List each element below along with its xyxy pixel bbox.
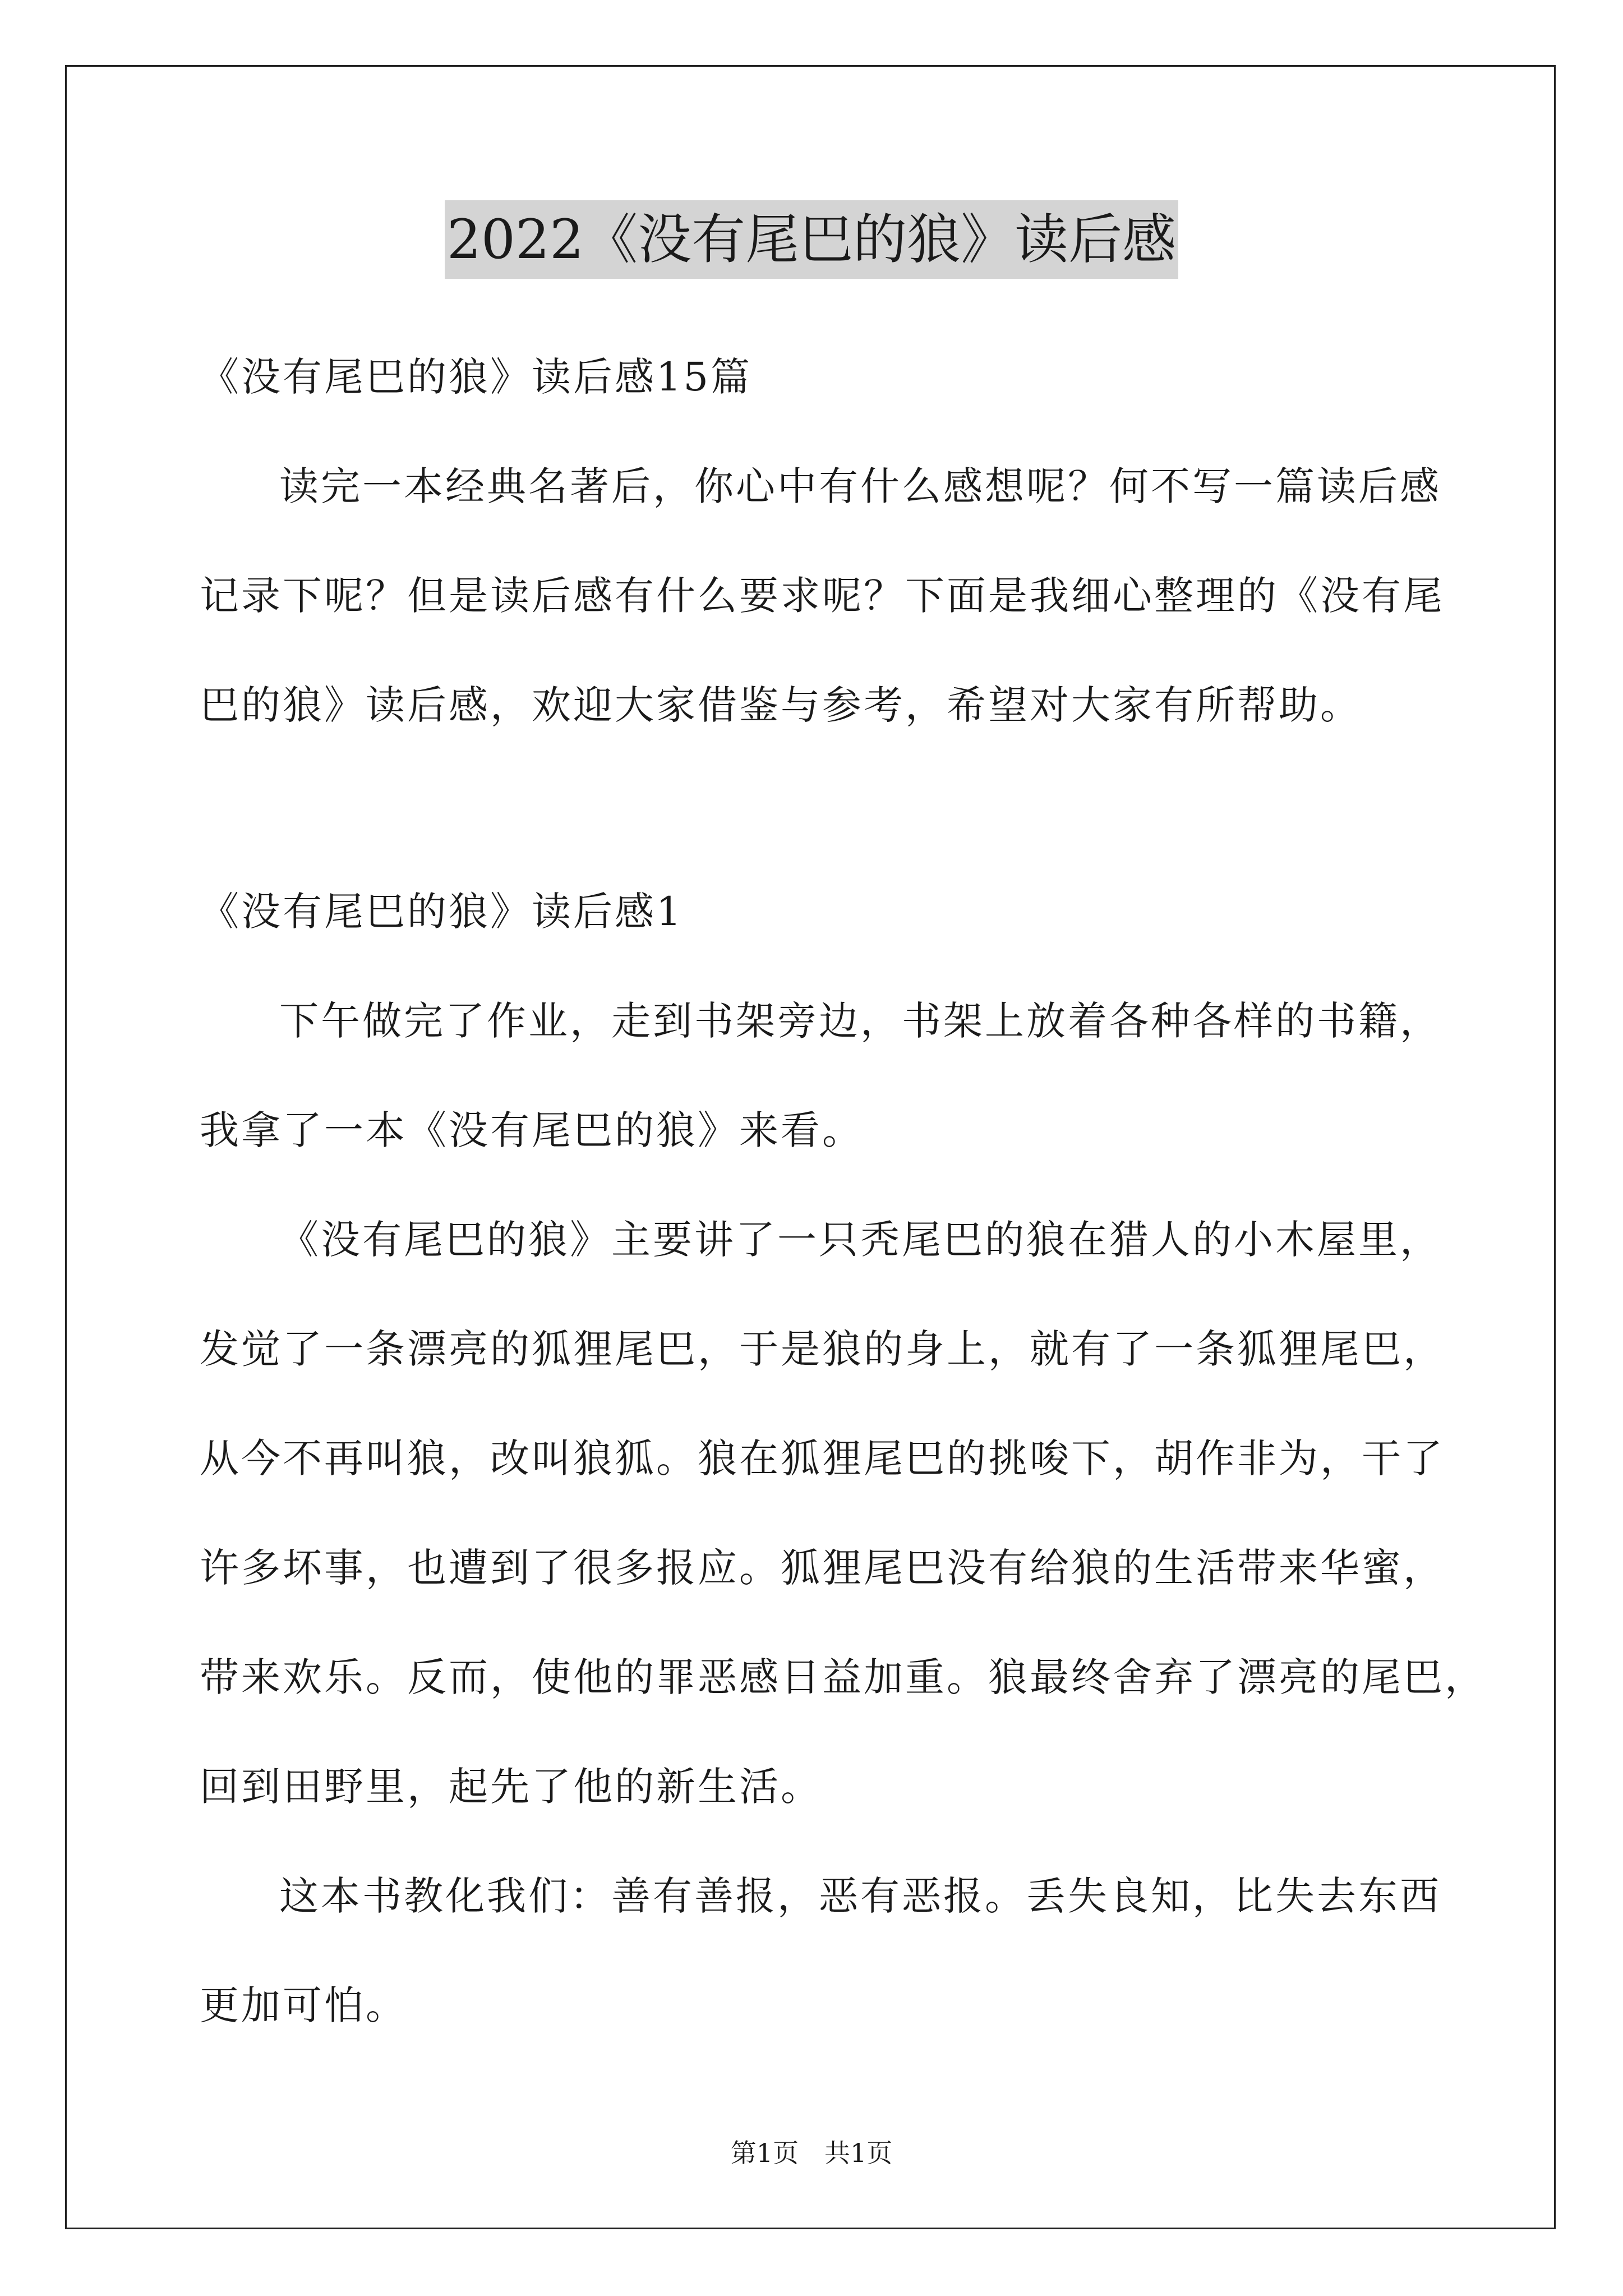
paragraph-line: 下午做完了作业，走到书架旁边，书架上放着各种各样的书籍， — [279, 998, 1441, 1044]
paragraph-line: 这本书教化我们：善有善报，恶有恶报。丢失良知，比失去东西 — [279, 1873, 1441, 1919]
paragraph-line: 回到田野里，起先了他的新生活。 — [200, 1764, 822, 1810]
subtitle: 《没有尾巴的狼》读后感15篇 — [200, 354, 753, 400]
paragraph-line: 更加可怕。 — [200, 1982, 407, 2028]
intro-line: 读完一本经典名著后，你心中有什么感想呢？何不写一篇读后感 — [279, 463, 1441, 509]
paragraph-line: 许多坏事，也遭到了很多报应。狐狸尾巴没有给狼的生活带来华蜜， — [200, 1545, 1445, 1591]
title-container — [0, 200, 1623, 279]
paragraph-line: 《没有尾巴的狼》主要讲了一只秃尾巴的狼在猎人的小木屋里， — [279, 1217, 1441, 1263]
document-title: 2022《没有尾巴的狼》读后感 — [445, 200, 1178, 279]
paragraph-line: 发觉了一条漂亮的狐狸尾巴，于是狼的身上，就有了一条狐狸尾巴， — [200, 1326, 1445, 1372]
intro-line: 记录下呢？但是读后感有什么要求呢？下面是我细心整理的《没有尾 — [200, 573, 1445, 619]
paragraph-line: 带来欢乐。反而，使他的罪恶感日益加重。狼最终舍弃了漂亮的尾巴， — [200, 1654, 1486, 1700]
page-footer: 第1页 共1页 — [730, 2138, 893, 2168]
intro-line: 巴的狼》读后感，欢迎大家借鉴与参考，希望对大家有所帮助。 — [200, 682, 1362, 728]
paragraph-line: 从今不再叫狼，改叫狼狐。狼在狐狸尾巴的挑唆下，胡作非为，干了 — [200, 1435, 1445, 1481]
section-heading: 《没有尾巴的狼》读后感1 — [200, 889, 684, 935]
paragraph-line: 我拿了一本《没有尾巴的狼》来看。 — [200, 1107, 864, 1153]
